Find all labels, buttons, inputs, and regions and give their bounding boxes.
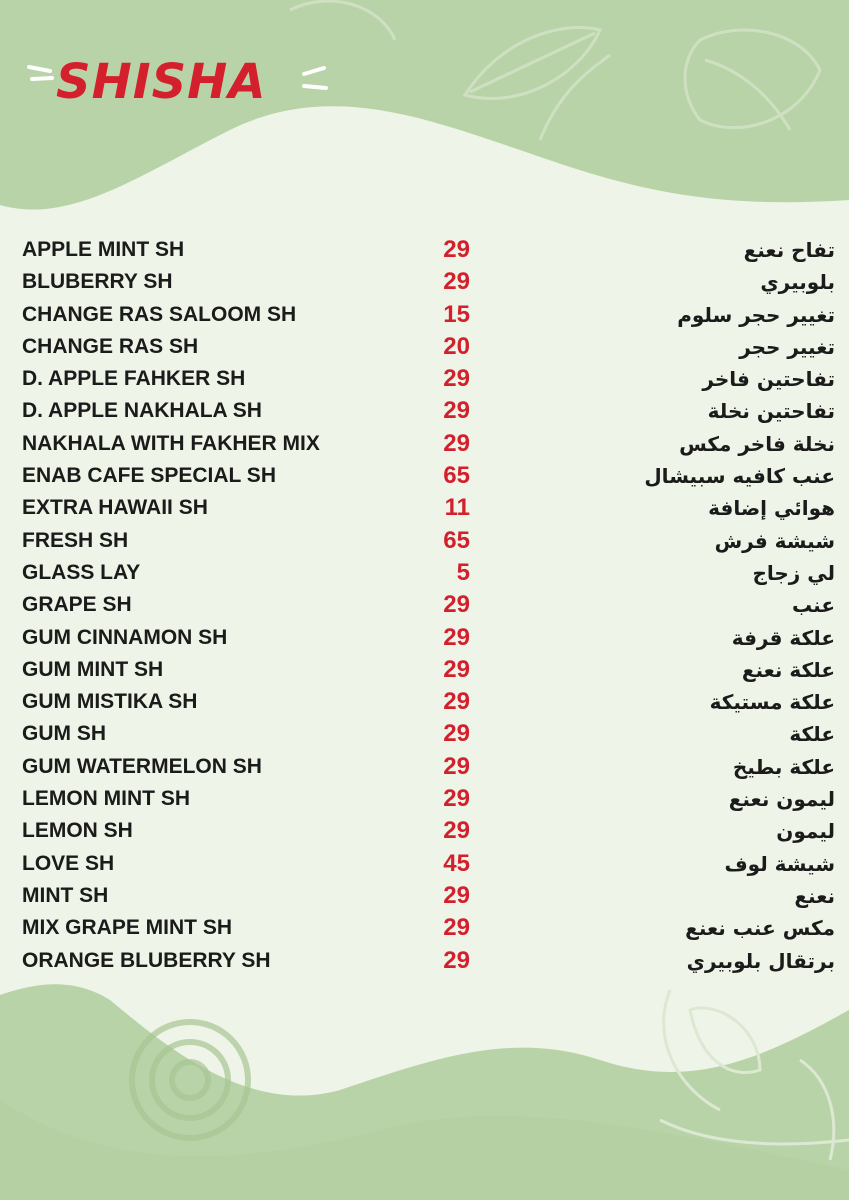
item-name-en: ENAB CAFE SPECIAL SH bbox=[22, 464, 276, 488]
item-name-en: CHANGE RAS SALOOM SH bbox=[22, 302, 297, 326]
menu-item bbox=[0, 299, 849, 331]
item-price: 29 bbox=[443, 817, 470, 845]
item-name-en: FRESH SH bbox=[22, 528, 129, 552]
menu-item bbox=[0, 234, 849, 266]
menu-item bbox=[0, 395, 849, 427]
menu-item bbox=[0, 945, 849, 977]
menu-item bbox=[0, 880, 849, 912]
item-price: 65 bbox=[443, 462, 470, 490]
item-name-en: NAKHALA WITH FAKHER MIX bbox=[22, 431, 320, 455]
item-price: 29 bbox=[443, 655, 470, 683]
menu-item bbox=[0, 848, 849, 880]
item-price: 29 bbox=[443, 914, 470, 942]
item-name-en: GUM WATERMELON SH bbox=[22, 754, 262, 778]
menu-item bbox=[0, 428, 849, 460]
title-block bbox=[24, 50, 344, 114]
item-name-ar: تغيير حجر bbox=[739, 334, 835, 359]
item-price: 29 bbox=[443, 720, 470, 748]
item-name-en: GUM SH bbox=[22, 722, 106, 746]
item-name-en: GUM MINT SH bbox=[22, 657, 164, 681]
menu-item bbox=[0, 525, 849, 557]
menu-item bbox=[0, 815, 849, 847]
menu-item bbox=[0, 557, 849, 589]
menu-item bbox=[0, 460, 849, 492]
item-name-ar: علكة مستيكة bbox=[709, 690, 835, 715]
item-name-ar: تفاحتين فاخر bbox=[702, 367, 835, 392]
item-price: 29 bbox=[443, 236, 470, 263]
item-price: 29 bbox=[443, 365, 470, 393]
item-name-ar: تفاح نعنع bbox=[743, 238, 835, 262]
item-price: 29 bbox=[443, 881, 470, 909]
menu-item bbox=[0, 266, 849, 298]
item-price: 29 bbox=[443, 623, 470, 651]
item-name-ar: بلوبيري bbox=[760, 270, 835, 295]
item-price: 29 bbox=[443, 268, 470, 296]
item-price: 29 bbox=[443, 397, 470, 425]
item-name-ar: مكس عنب نعنع bbox=[685, 916, 835, 941]
item-price: 29 bbox=[443, 688, 470, 716]
menu-item bbox=[0, 718, 849, 750]
menu-item bbox=[0, 912, 849, 944]
item-name-ar: علكة قرفة bbox=[731, 625, 835, 650]
item-name-en: LOVE SH bbox=[22, 851, 115, 875]
menu-list bbox=[0, 234, 849, 977]
item-name-en: APPLE MINT SH bbox=[22, 238, 185, 261]
item-price: 29 bbox=[443, 752, 470, 780]
item-name-ar: ليمون bbox=[776, 819, 835, 844]
item-name-ar: هوائي إضافة bbox=[708, 496, 835, 521]
menu-item bbox=[0, 331, 849, 363]
item-name-en: GRAPE SH bbox=[22, 593, 132, 617]
item-price: 29 bbox=[443, 591, 470, 619]
item-name-en: LEMON SH bbox=[22, 819, 133, 843]
item-price: 29 bbox=[443, 785, 470, 813]
item-name-en: D. APPLE NAKHALA SH bbox=[22, 399, 262, 423]
item-name-ar: برتقال بلوبيري bbox=[686, 948, 835, 973]
menu-item bbox=[0, 783, 849, 815]
item-name-ar: شيشة لوف bbox=[724, 851, 835, 876]
item-name-ar: تفاحتين نخلة bbox=[707, 399, 835, 424]
item-name-en: BLUBERRY SH bbox=[22, 270, 173, 294]
menu-item bbox=[0, 686, 849, 718]
item-name-ar: نخلة فاخر مكس bbox=[679, 431, 835, 456]
item-name-ar: لي زجاج bbox=[752, 560, 835, 585]
item-name-ar: علكة بطيخ bbox=[732, 754, 835, 779]
item-name-ar: عنب كافيه سبيشال bbox=[644, 464, 835, 489]
item-price: 20 bbox=[443, 332, 470, 360]
item-name-ar: ليمون نعنع bbox=[728, 787, 835, 812]
item-name-en: MINT SH bbox=[22, 883, 109, 907]
item-name-en: GUM CINNAMON SH bbox=[22, 625, 228, 649]
menu-item bbox=[0, 492, 849, 524]
item-name-ar: علكة نعنع bbox=[741, 657, 835, 682]
menu-item bbox=[0, 622, 849, 654]
item-name-en: LEMON MINT SH bbox=[22, 787, 190, 811]
menu-item bbox=[0, 589, 849, 621]
item-name-ar: شيشة فرش bbox=[714, 528, 835, 553]
sparkle-right-icon bbox=[286, 50, 336, 110]
item-price: 29 bbox=[443, 946, 470, 974]
page-title: SHISHA bbox=[56, 54, 267, 110]
item-name-ar: تغيير حجر سلوم bbox=[677, 302, 835, 327]
menu-item bbox=[0, 751, 849, 783]
item-price: 5 bbox=[456, 558, 470, 586]
menu-item bbox=[0, 363, 849, 395]
item-name-en: ORANGE BLUBERRY SH bbox=[22, 948, 271, 972]
item-name-en: CHANGE RAS SH bbox=[22, 334, 199, 358]
item-price: 65 bbox=[443, 526, 470, 554]
item-name-en: MIX GRAPE MINT SH bbox=[22, 916, 233, 940]
item-name-en: GLASS LAY bbox=[22, 560, 141, 584]
item-price: 45 bbox=[443, 849, 470, 877]
item-name-en: D. APPLE FAHKER SH bbox=[22, 367, 246, 391]
item-name-ar: نعنع bbox=[794, 883, 835, 908]
item-name-en: GUM MISTIKA SH bbox=[22, 690, 198, 714]
item-name-en: EXTRA HAWAII SH bbox=[22, 496, 208, 520]
item-price: 11 bbox=[444, 494, 470, 522]
item-price: 29 bbox=[443, 429, 470, 457]
menu-item bbox=[0, 654, 849, 686]
item-name-ar: عنب bbox=[792, 593, 835, 618]
item-price: 15 bbox=[443, 300, 470, 328]
item-name-ar: علكة bbox=[789, 722, 835, 747]
